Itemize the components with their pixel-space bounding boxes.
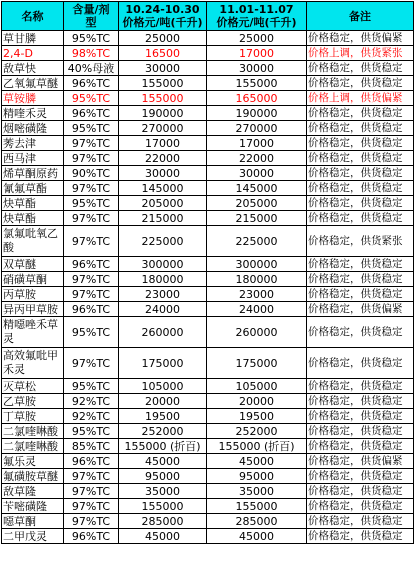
price-period2-cell: 17000 — [207, 46, 307, 61]
price-period1-cell: 95000 — [119, 469, 207, 484]
content-spec-cell: 85%TC — [64, 439, 119, 454]
header-price-unit-1: 价格元/吨(千升) — [122, 16, 203, 29]
table-row — [2, 379, 414, 394]
remark-cell: 价格稳定，供货稳定 — [307, 409, 414, 424]
product-name-cell: 敌草快 — [2, 61, 64, 76]
product-name-cell: 乙草胺 — [2, 394, 64, 409]
price-period1-cell: 175000 — [119, 348, 207, 379]
price-period2-cell: 175000 — [207, 348, 307, 379]
content-spec-cell: 95%TC — [64, 196, 119, 211]
price-period2-cell: 23000 — [207, 287, 307, 302]
price-period1-cell: 20000 — [119, 394, 207, 409]
product-name-cell: 草铵膦 — [2, 91, 64, 106]
remark-cell: 价格稳定，供货稳定 — [307, 151, 414, 166]
remark-cell: 价格稳定，供货稳定 — [307, 469, 414, 484]
product-name-cell: 氟乐灵 — [2, 454, 64, 469]
product-name-cell: 氰氟草酯 — [2, 181, 64, 196]
table-row — [2, 514, 414, 529]
content-spec-cell: 96%TC — [64, 76, 119, 91]
header-row — [2, 2, 414, 31]
price-period2-cell: 270000 — [207, 121, 307, 136]
remark-cell: 价格稳定，供货偏紧 — [307, 454, 414, 469]
price-period1-cell: 300000 — [119, 257, 207, 272]
price-period2-cell: 190000 — [207, 106, 307, 121]
content-spec-cell: 96%TC — [64, 529, 119, 544]
table-row — [2, 196, 414, 211]
table-row — [2, 226, 414, 257]
price-period2-cell: 225000 — [207, 226, 307, 257]
price-period1-cell: 30000 — [119, 166, 207, 181]
remark-cell: 价格稳定，供货稳定 — [307, 424, 414, 439]
product-name-cell: 丙草胺 — [2, 287, 64, 302]
product-name-cell: 烟嘧磺隆 — [2, 121, 64, 136]
price-period1-cell: 155000 — [119, 76, 207, 91]
price-period1-cell: 215000 — [119, 211, 207, 226]
table-row — [2, 484, 414, 499]
table-row — [2, 394, 414, 409]
remark-cell: 价格稳定，供货稳定 — [307, 257, 414, 272]
content-spec-cell: 97%TC — [64, 211, 119, 226]
product-name-cell: 草甘膦 — [2, 31, 64, 46]
product-name-cell: 二氯喹啉酸 — [2, 424, 64, 439]
price-period1-cell: 205000 — [119, 196, 207, 211]
table-row — [2, 469, 414, 484]
content-spec-cell: 96%TC — [64, 454, 119, 469]
product-name-cell: 敌草隆 — [2, 484, 64, 499]
header-remark: 备注 — [349, 9, 371, 23]
remark-cell: 价格稳定，供货稳定 — [307, 166, 414, 181]
remark-cell: 价格稳定，供货稳定 — [307, 394, 414, 409]
header-period2-cell — [207, 2, 307, 31]
price-period2-cell: 155000 — [207, 499, 307, 514]
price-period1-cell: 23000 — [119, 287, 207, 302]
price-period1-cell: 285000 — [119, 514, 207, 529]
price-period2-cell: 180000 — [207, 272, 307, 287]
remark-cell: 价格稳定，供货稳定 — [307, 348, 414, 379]
product-name-cell: 氟磺胺草醚 — [2, 469, 64, 484]
table-row — [2, 499, 414, 514]
header-content-line1: 含量/剂 — [72, 3, 110, 16]
remark-cell: 价格稳定，供货稳定 — [307, 211, 414, 226]
product-name-cell: 二氯喹啉酸 — [2, 439, 64, 454]
product-name-cell: 噁草酮 — [2, 514, 64, 529]
remark-cell: 价格稳定，供货稳定 — [307, 76, 414, 91]
price-period2-cell: 22000 — [207, 151, 307, 166]
price-period2-cell: 25000 — [207, 31, 307, 46]
table-row — [2, 151, 414, 166]
price-period1-cell: 270000 — [119, 121, 207, 136]
content-spec-cell: 95%TC — [64, 31, 119, 46]
content-spec-cell: 96%TC — [64, 106, 119, 121]
table-row — [2, 454, 414, 469]
price-period2-cell: 252000 — [207, 424, 307, 439]
price-period1-cell: 45000 — [119, 454, 207, 469]
content-spec-cell: 95%TC — [64, 121, 119, 136]
price-period2-cell: 45000 — [207, 454, 307, 469]
product-name-cell: 炔草酯 — [2, 196, 64, 211]
content-spec-cell: 96%TC — [64, 302, 119, 317]
price-period1-cell: 22000 — [119, 151, 207, 166]
product-name-cell: 2,4-D — [2, 46, 64, 61]
product-name-cell: 炔草酯 — [2, 211, 64, 226]
remark-cell: 价格稳定，供货稳定 — [307, 514, 414, 529]
price-period2-cell: 155000 (折百) — [207, 439, 307, 454]
price-period2-cell: 95000 — [207, 469, 307, 484]
content-spec-cell: 98%TC — [64, 46, 119, 61]
content-spec-cell: 97%TC — [64, 484, 119, 499]
price-period1-cell: 25000 — [119, 31, 207, 46]
remark-cell: 价格稳定，供货稳定 — [307, 121, 414, 136]
price-period2-cell: 24000 — [207, 302, 307, 317]
product-name-cell: 异丙甲草胺 — [2, 302, 64, 317]
price-period2-cell: 30000 — [207, 166, 307, 181]
table-row — [2, 348, 414, 379]
header-period2: 11.01-11.07 — [219, 3, 294, 16]
price-period1-cell: 16500 — [119, 46, 207, 61]
price-period1-cell: 19500 — [119, 409, 207, 424]
price-period2-cell: 105000 — [207, 379, 307, 394]
price-period1-cell: 45000 — [119, 529, 207, 544]
content-spec-cell: 97%TC — [64, 469, 119, 484]
price-period1-cell: 155000 (折百) — [119, 439, 207, 454]
header-price-unit-2: 价格元/吨(千升) — [216, 16, 297, 29]
product-name-cell: 烯草酮原药 — [2, 166, 64, 181]
content-spec-cell: 95%TC — [64, 424, 119, 439]
price-period2-cell: 19500 — [207, 409, 307, 424]
content-spec-cell: 97%TC — [64, 181, 119, 196]
price-period1-cell: 145000 — [119, 181, 207, 196]
remark-cell: 价格稳定，供货稳定 — [307, 272, 414, 287]
content-spec-cell: 97%TC — [64, 348, 119, 379]
content-spec-cell: 90%TC — [64, 166, 119, 181]
remark-cell: 价格上调，供货偏紧 — [307, 91, 414, 106]
price-period2-cell: 205000 — [207, 196, 307, 211]
content-spec-cell: 97%TC — [64, 514, 119, 529]
remark-cell: 价格稳定，供货稳定 — [307, 317, 414, 348]
price-period1-cell: 155000 — [119, 499, 207, 514]
header-name-cell — [2, 2, 64, 31]
table-row — [2, 424, 414, 439]
price-period2-cell: 300000 — [207, 257, 307, 272]
table-row — [2, 136, 414, 151]
table-row — [2, 211, 414, 226]
product-name-cell: 莠去津 — [2, 136, 64, 151]
product-name-cell: 西马津 — [2, 151, 64, 166]
remark-cell: 价格稳定，供货稳定 — [307, 61, 414, 76]
price-period2-cell: 35000 — [207, 484, 307, 499]
content-spec-cell: 97%TC — [64, 272, 119, 287]
price-period2-cell: 260000 — [207, 317, 307, 348]
table-row — [2, 181, 414, 196]
content-spec-cell: 92%TC — [64, 394, 119, 409]
table-row — [2, 166, 414, 181]
header-content-line2: 型 — [85, 16, 97, 29]
price-period2-cell: 155000 — [207, 76, 307, 91]
content-spec-cell: 95%TC — [64, 379, 119, 394]
content-spec-cell: 40%母液 — [64, 61, 119, 76]
product-name-cell: 精喹禾灵 — [2, 106, 64, 121]
price-period2-cell: 45000 — [207, 529, 307, 544]
table-row — [2, 76, 414, 91]
product-name-cell: 二甲戊灵 — [2, 529, 64, 544]
content-spec-cell: 97%TC — [64, 226, 119, 257]
header-name: 名称 — [21, 9, 44, 23]
content-spec-cell: 97%TC — [64, 136, 119, 151]
table-row — [2, 121, 414, 136]
content-spec-cell: 95%TC — [64, 91, 119, 106]
price-period1-cell: 105000 — [119, 379, 207, 394]
remark-cell: 价格稳定，供货稳定 — [307, 181, 414, 196]
remark-cell: 价格稳定，供货稳定 — [307, 287, 414, 302]
product-name-cell: 双草醚 — [2, 257, 64, 272]
header-period1: 10.24-10.30 — [125, 3, 200, 16]
table-row — [2, 409, 414, 424]
price-period2-cell: 165000 — [207, 91, 307, 106]
remark-cell: 价格稳定，供货偏紧 — [307, 302, 414, 317]
price-period1-cell: 190000 — [119, 106, 207, 121]
price-period2-cell: 145000 — [207, 181, 307, 196]
remark-cell: 价格稳定，供货紧张 — [307, 226, 414, 257]
content-spec-cell: 92%TC — [64, 409, 119, 424]
table-row — [2, 317, 414, 348]
price-period1-cell: 24000 — [119, 302, 207, 317]
remark-cell: 价格稳定，供货稳定 — [307, 379, 414, 394]
product-name-cell: 高效氟吡甲禾灵 — [2, 348, 64, 379]
remark-cell: 价格稳定，供货稳定 — [307, 484, 414, 499]
product-name-cell: 氯氟吡氧乙酸 — [2, 226, 64, 257]
table-row — [2, 529, 414, 544]
remark-cell: 价格稳定，供货稳定 — [307, 529, 414, 544]
price-period2-cell: 30000 — [207, 61, 307, 76]
table-body — [2, 31, 414, 544]
remark-cell: 价格上调，供货紧张 — [307, 46, 414, 61]
price-period1-cell: 225000 — [119, 226, 207, 257]
price-sheet — [1, 1, 413, 544]
table-row — [2, 302, 414, 317]
remark-cell: 价格稳定，供货稳定 — [307, 196, 414, 211]
price-period1-cell: 180000 — [119, 272, 207, 287]
table-row — [2, 61, 414, 76]
table-row — [2, 31, 414, 46]
price-period1-cell: 30000 — [119, 61, 207, 76]
table-row — [2, 46, 414, 61]
content-spec-cell: 96%TC — [64, 257, 119, 272]
remark-cell: 价格稳定，供货稳定 — [307, 106, 414, 121]
price-period1-cell: 155000 — [119, 91, 207, 106]
remark-cell: 价格稳定，供货稳定 — [307, 439, 414, 454]
table-row — [2, 439, 414, 454]
remark-cell: 价格稳定，供货偏紧 — [307, 31, 414, 46]
table-row — [2, 91, 414, 106]
product-name-cell: 苄嘧磺隆 — [2, 499, 64, 514]
price-period2-cell: 20000 — [207, 394, 307, 409]
table-row — [2, 257, 414, 272]
content-spec-cell: 97%TC — [64, 151, 119, 166]
price-period1-cell: 17000 — [119, 136, 207, 151]
price-period1-cell: 260000 — [119, 317, 207, 348]
header-remark-cell — [307, 2, 414, 31]
product-name-cell: 丁草胺 — [2, 409, 64, 424]
price-period2-cell: 285000 — [207, 514, 307, 529]
table-row — [2, 106, 414, 121]
product-name-cell: 乙氧氟草醚 — [2, 76, 64, 91]
content-spec-cell: 97%TC — [64, 499, 119, 514]
remark-cell: 价格稳定，供货稳定 — [307, 499, 414, 514]
header-content-cell — [64, 2, 119, 31]
remark-cell: 价格稳定，供货稳定 — [307, 136, 414, 151]
content-spec-cell: 97%TC — [64, 287, 119, 302]
product-name-cell: 灭草松 — [2, 379, 64, 394]
product-name-cell: 精噁唑禾草灵 — [2, 317, 64, 348]
price-period2-cell: 215000 — [207, 211, 307, 226]
price-period1-cell: 252000 — [119, 424, 207, 439]
header-period1-cell — [119, 2, 207, 31]
product-name-cell: 硝磺草酮 — [2, 272, 64, 287]
table-row — [2, 287, 414, 302]
price-period1-cell: 35000 — [119, 484, 207, 499]
price-table — [1, 1, 414, 544]
content-spec-cell: 95%TC — [64, 317, 119, 348]
table-row — [2, 272, 414, 287]
price-period2-cell: 17000 — [207, 136, 307, 151]
